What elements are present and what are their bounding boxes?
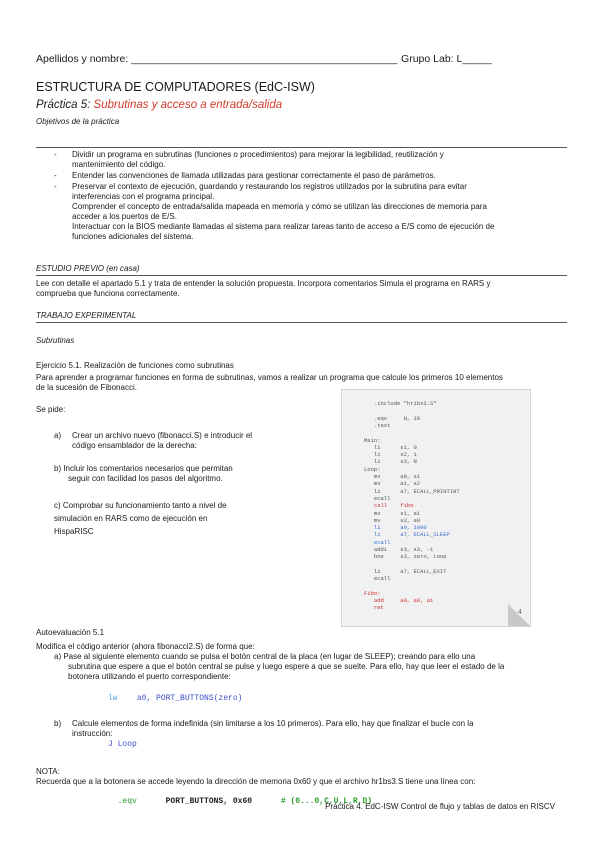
objective-line: Interactuar con la BIOS mediante llamadas al sistema para realizar tareas tanto de acceso a E/S como de ejecución de [72,222,495,231]
objective-item [72,150,444,170]
task-line: c) Comprobar su funcionamiento tanto a nivel de [54,501,227,510]
autoeval-line: a) Pase al siguiente elemento cuando se pulsa el botón central de la placa (en lugar de SLEEP); creando para ello una [54,652,476,661]
task-line: Crear un archivo nuevo (fibonacci.S) e introducir el [72,431,253,440]
estudio-line: comprueba que funciona correctamente. [36,289,180,298]
objective-line: Comprender el concepto de entrada/salida mapeada en memoria y cómo se utilizan las direcciones de memoria para [72,202,487,211]
objective-bullet: - [54,150,57,159]
code-line: Main: [364,436,381,444]
code-line: Loop: [364,465,381,473]
code-line: ecall [364,538,391,546]
estudio-text [36,279,491,299]
estudio-heading: ESTUDIO PREVIO (en casa) [36,264,140,273]
task-line: b) Incluir los comentarios necesarios que permitan [54,464,233,473]
code-j-loop: J Loop [108,740,137,749]
objective-item [72,182,494,242]
task-line: seguir con facilidad los pasos del algoritmo. [68,474,223,483]
objective-line: Entender las convenciones de llamada utilizadas para gestionar correctamente el paso de parámetros. [72,171,436,180]
code-line: li s2, 1 [364,451,417,459]
objective-line: interferencias con el programa principal. [72,192,215,201]
practice-name: Subrutinas y acceso a entrada/salida [93,99,283,111]
code-line: mv s2, a0 [364,516,421,524]
ejercicio-title: Ejercicio 5.1. Realización de funciones como subrutinas [36,361,234,370]
code-line: addi s3, s3, -1 [364,546,434,553]
objective-line: Dividir un programa en subrutinas (funciones o procedimientos) para mejorar la legibilidad, reutilización y [72,150,444,159]
group-label: Grupo Lab: L_____ [401,53,492,65]
intro-line: Para aprender a programar funciones en forma de subrutinas, vamos a realizar un programa que calcule los primeros 10 elementos [36,373,503,382]
code-lw [108,694,242,703]
code-line: li a7, ECALL_SLEEP [364,531,450,539]
code-line: .text [364,421,391,429]
code-const: PORT_BUTTONS, 0x60 [165,797,253,806]
code-line: bne s3, zero, Loop [364,553,447,561]
objective-line: acceder a los puertos de E/S. [72,212,177,221]
autoeval-b [72,719,474,739]
objective-bullet: - [54,182,57,191]
page-number: 4 [517,609,522,617]
code-directive: .eqv [117,797,137,806]
code-comment: # (0...0,C,U,L,R,D) [280,797,373,806]
practice-prefix: Práctica 5: [36,99,94,111]
autoeval-a [54,652,504,682]
code-line: li s1, 0 [364,443,417,451]
autoeval-intro: Modifica el código anterior (ahora fibonacci2.S) de forma que: [36,642,255,651]
code-line: .eqv N, 10 [364,414,421,422]
task-a [54,431,64,441]
autoeval-line: botonera utilizando el puerto correspondiente: [68,672,231,681]
practice-title [36,99,282,111]
code-line: ecall [364,494,391,502]
code-line: Fibo: [364,589,381,597]
code-line: add a0, a0, a1 [364,597,434,605]
name-field [36,53,492,65]
se-pide: Se pide: [36,405,66,414]
nota-heading: NOTA: [36,767,60,776]
subrutinas-heading: Subrutinas [36,336,75,345]
code-line: call fibo [364,502,414,510]
code-line: .include "hr1bs3.S" [364,400,437,407]
autoeval-line: Calcule elementos de forma indefinida (sin limitarse a los 10 primeros). Para ello, hay que finalizar el bucle con la [72,719,474,728]
autoeval-b-bullet: b) [54,719,62,728]
code-line: ecall [364,575,391,583]
code-line: ret [364,604,384,612]
name-line: ________________________________________________ [131,53,398,65]
objective-line: mantenimiento del código. [72,160,166,169]
divider [36,147,567,148]
autoeval-line: instrucción: [72,729,113,738]
task-b [54,464,233,484]
task-c [54,499,227,538]
code-args: a0, PORT_BUTTONS(zero) [136,694,243,703]
divider [36,275,567,276]
objective-line: funciones adicionales del sistema. [72,232,194,241]
task-a-bullet: a) [54,431,62,440]
objective-line: Preservar el contexto de ejecución, guardando y restaurando los registros utilizados por la subrutina para evitar [72,182,467,191]
page-title: ESTRUCTURA DE COMPUTADORES (EdC-ISW) [36,80,315,94]
objective-bullet: - [54,171,57,180]
objectives-heading: Objetivos de la práctica [36,117,120,126]
autoeval-heading: Autoevaluación 5.1 [36,628,105,637]
task-a-text [72,431,252,451]
autoeval-line: subrutina que espere a que el botón central se pulse y luego espere a que se suelte. Para ello, hay que leer el estado de la [68,662,505,671]
code-line: li a0, 1000 [364,524,427,532]
code-line: li a7, ECALL_EXIT [364,567,447,575]
estudio-line: Lee con detalle el apartado 5.1 y trata de entender la solución propuesta. Incorpora comentarios Simula el programa en RARS y [36,279,491,288]
code-line: mv s1, a1 [364,509,421,517]
code-listing-image [341,389,531,627]
objective-item [72,171,436,181]
task-line: HispaRISC [54,527,94,536]
code-line: mv a0, s1 [364,473,421,480]
name-label: Apellidos y nombre: [36,53,132,65]
trabajo-heading: TRABAJO EXPERIMENTAL [36,311,137,320]
task-line: simulación en RARS como de ejecución en [54,514,208,523]
nota-text: Recuerda que a la botonera se accede leyendo la dirección de memoria 0x60 y que el archivo hr1bs3.S tiene una línea con: [36,777,476,786]
code-line: li s3, N [364,458,417,466]
task-line: código ensamblador de la derecha: [72,441,197,450]
code-line: mv a1, s2 [364,480,421,488]
divider [36,322,567,323]
intro-line: de la sucesión de Fibonacci. [36,383,137,392]
code-instr: lw [108,694,118,703]
code-line: li a7, ECALL_PRINTINT [364,487,460,495]
footer: Práctica 4. EdC-ISW Control de flujo y tablas de datos en RISCV [325,802,555,811]
